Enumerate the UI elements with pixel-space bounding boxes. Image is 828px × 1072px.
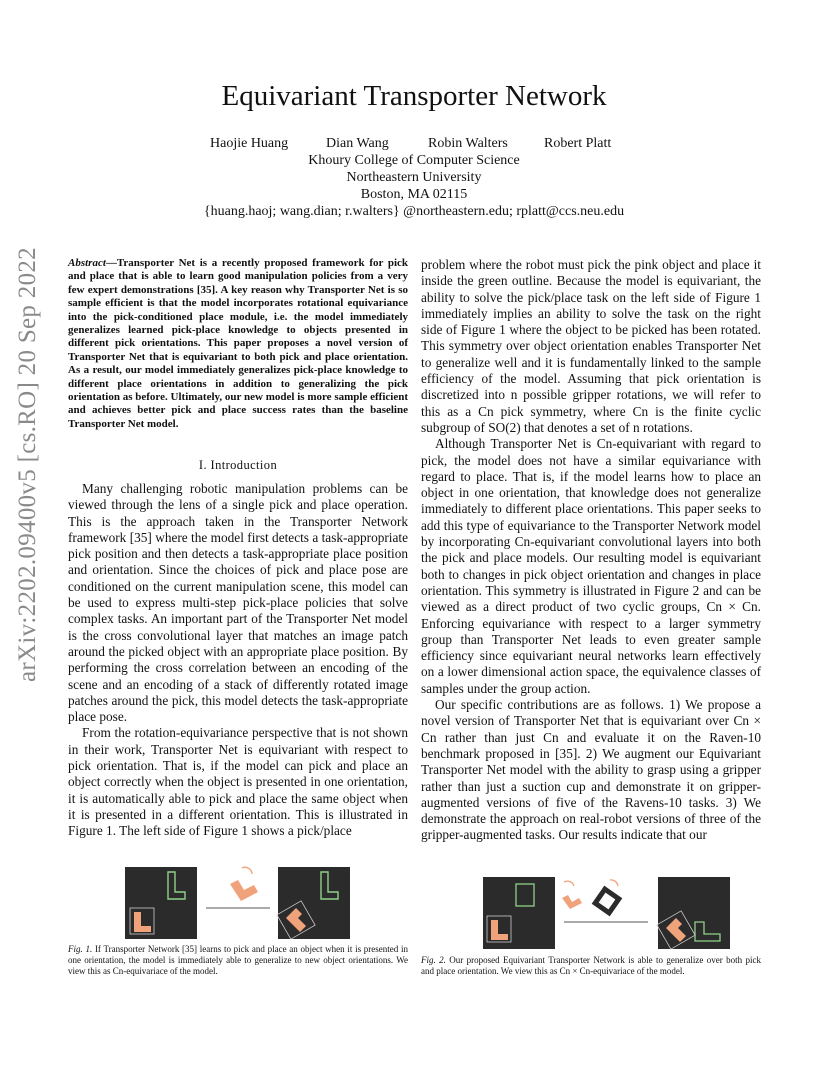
paragraph: Although Transporter Net is Cn-equivariant with regard to pick, the model does not have a similar equivariance with regard to place. That is, if the model learns how to place an object in one orientation, that knowledge does not generalize immediately to different place orientations. This paper seeks to add this type of equivariance to the Transporter Network model by incorporating Cn-equivariant convolutional layers into both the pick and place models. Our resulting model is equivariant both to changes in pick object orientation and changes in place orientation. This symmetry is illustrated in Figure 2 and can be viewed as a direct product of two cyclic groups, Cn × Cn. Enforcing equivariance with respect to a larger symmetry group than Transporter Net leads to even greater sample efficiency since equivariant neural networks learn effectively on a lower dimensional action space, the equivalence classes of samples under the group action. (421, 436, 761, 696)
rotated-object (230, 880, 258, 901)
paragraph: problem where the robot must pick the pink object and place it inside the green outline. Because the model is equivariant, the ability to solve the pick/place task on the left side of Figure 1 immediately implies an ability to solve the task on the right side of Figure 1 where the object to be picked has been rotated. This symmetry over object orientation enables Transporter Net to generalize well and it is fundamentally linked to the sample efficiency of the model. Assuming that pick orientation is discretized into n possible gripper rotations, we will refer to this as a Cn pick symmetry, where Cn is the finite cyclic subgroup of SO(2) that denotes a set of n rotations. (421, 257, 761, 435)
abstract-label: Abstract (68, 257, 106, 269)
abstract-text: —Transporter Net is a recently proposed framework for pick and place that is able to learn good manipulation policies from a very few expert demonstrations [35]. A key reason why Transporter Net is so sample efficient is that the model incorporates rotational equivariance into the pick-conditioned place module, i.e. the model immediately generalizes learned pick-place knowledge to objects presented in different pick orientations. This paper proposes a novel version of Transporter Net that is equivariant to both pick and place orientation. As a result, our model immediately generalizes pick-place knowledge to different place orientations in addition to generalizing the pick orientation as before. Ultimately, our new model is more sample efficient and achieves better pick and place success rates than the baseline Transporter Net model. (68, 257, 408, 430)
scene-panel (658, 877, 730, 949)
section-heading: I. Introduction (198, 458, 278, 472)
affiliation-emails: {huang.haoj; wang.dian; r.walters} @northeastern.edu; rplatt@ccs.neu.edu (203, 204, 625, 219)
author-name: Haojie Huang (210, 136, 289, 151)
figure-1-caption (68, 944, 408, 978)
caption-text: If Transporter Network [35] learns to pick and place an object when it is presented in one orientation, the model is immediately able to generalize to new object orientations. We view this as Cn-equivariace of the model. (68, 944, 409, 977)
affiliation-line: Boston, MA 02115 (360, 187, 468, 202)
scene-panel (278, 867, 350, 939)
paragraph: Many challenging robotic manipulation problems can be viewed through the lens of a single pick and place operation. This is the approach taken in the Transporter Network framework [35] where the model first detects a task-appropriate pick position and then detects a task-appropriate place position and orientation. Since the choices of pick and place pose are conditioned on the current manipulation scene, this model can be used to express multi-step pick-place policies that solve complex tasks. An important part of the Transporter Net model is the cross convolutional layer that matches an image patch around the picked object with an appropriate place position. By performing the cross correlation between an encoding of the scene and an encoding of a stack of differently rotated image patches around the pick, this model detects the task-appropriate place pose. (68, 481, 408, 725)
caption-label: Fig. 1. (68, 944, 93, 954)
affiliation-line: Khoury College of Computer Science (308, 153, 520, 168)
paper-title: Equivariant Transporter Network (221, 80, 607, 112)
figure-2-caption (421, 955, 761, 977)
author-name: Robert Platt (544, 136, 612, 151)
abstract (68, 257, 408, 431)
paragraph: Our specific contributions are as follows. 1) We propose a novel version of Transporter Net that is equivariant over Cn × Cn rather than just Cn and evaluate it on the Raven-10 benchmark proposed in [35]. 2) We augment our Equivariant Transporter Net model with the ability to grasp using a gripper rather than just a suction cup and demonstrate it on gripper-augmented versions of five of the Ravens-10 tasks. 3) We demonstrate the approach on real-robot versions of three of the gripper-augmented tasks. Our results indicate that our (421, 697, 761, 843)
rotation-arrow-icon (564, 881, 574, 886)
author-name: Robin Walters (428, 136, 508, 151)
rotated-object (562, 895, 582, 909)
figure-1 (120, 862, 360, 942)
left-column-body (68, 481, 408, 840)
author-name: Dian Wang (326, 136, 389, 151)
rotation-arrow-icon (242, 867, 252, 874)
affiliation-line: Northeastern University (346, 170, 482, 185)
arxiv-identifier: arXiv:2202.09400v5 [cs.RO] 20 Sep 2022 (14, 247, 41, 682)
caption-text: Our proposed Equivariant Transporter Network is able to generalize over both pick and place orientation. We view this as Cn × Cn-equivariace of the model. (421, 955, 761, 977)
caption-label: Fig. 2. (421, 955, 446, 965)
right-column-body (421, 257, 761, 844)
figure-2 (478, 872, 768, 952)
paragraph: From the rotation-equivariance perspective that is not shown in their work, Transporter Net is equivariant with respect to pick orientation. That is, if the model can pick and place an object correctly when the object is presented in one orientation, it is automatically able to pick and place the same object when it is presented in a different orientation. This is illustrated in Figure 1. The left side of Figure 1 shows a pick/place (68, 725, 408, 839)
rotation-arrow-icon (610, 880, 618, 886)
